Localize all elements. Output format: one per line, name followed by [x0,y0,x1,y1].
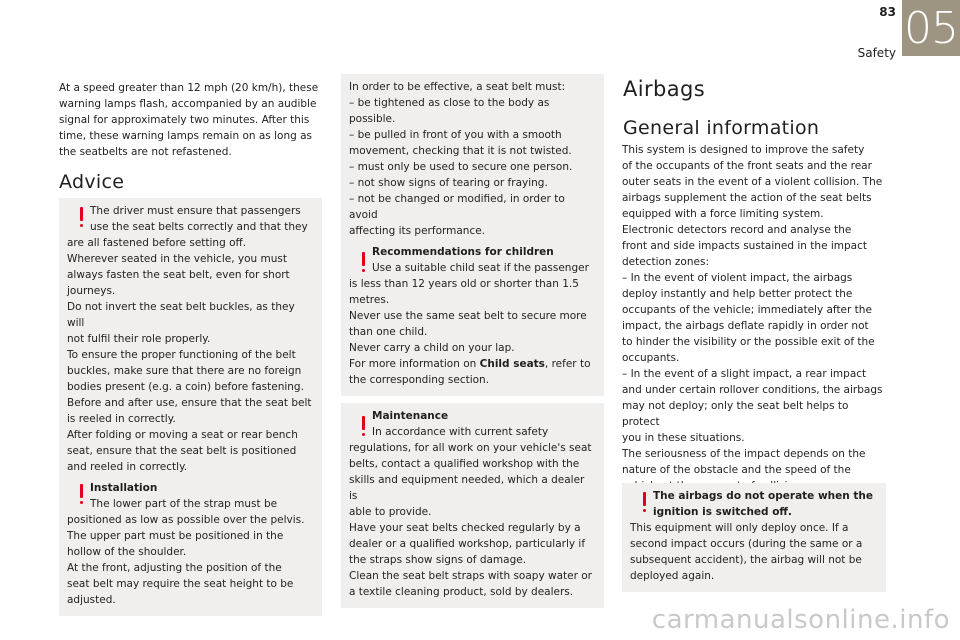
maintenance-box [341,403,604,608]
text-line: buckles, make sure that there are no foreign [67,365,302,377]
text-line: nature of the obstacle and the speed of the [622,464,851,476]
effective-box [341,74,604,247]
text-line: are all fastened before setting off. [67,237,247,249]
text-line: deploy instantly and help better protect the [622,288,853,300]
watermark: carmanualsonline.info [651,605,950,635]
text-line: not fulfil their role properly. [67,333,211,345]
text-line: Have your seat belts checked regularly by a [349,522,581,534]
section-title: Safety [857,46,896,60]
advice-heading: Advice [59,171,125,193]
text-line: In order to be effective, a seat belt must: [349,81,566,93]
text-line: impact, the airbags deflate rapidly in order not [622,320,869,332]
warning-icon [78,484,86,506]
text-line: positioned as low as possible over the pelvis. [67,514,305,526]
text-line: detection zones: [622,256,709,268]
text-line: the corresponding section. [349,374,490,386]
text-line: airbags supplement the action of the seat belts [622,192,872,204]
text-line: deployed again. [630,570,715,582]
text-line: – be tightened as close to the body as [349,97,550,109]
child-seats-link[interactable]: Child seats [479,358,545,370]
text-line: belts, contact a qualified workshop with the [349,458,580,470]
text-line: In accordance with current safety [372,426,549,438]
text-line: Before and after use, ensure that the seat belt [67,397,312,409]
text-line: second impact occurs (during the same or a [630,538,863,550]
text-line: – In the event of a slight impact, a rear impact [622,368,867,380]
text-line: bodies present (e.g. a coin) before fastening. [67,381,304,393]
text-line: signal for approximately two minutes. After this [59,114,310,126]
text-line: – be pulled in front of you with a smooth [349,129,562,141]
text-line: Do not invert the seat belt buckles, as they will [67,301,295,329]
general-info-text [622,142,886,494]
text-line: Use a suitable child seat if the passenger [372,262,589,274]
airbags-heading: Airbags [623,77,706,101]
text-line: may not deploy; only the seat belt helps to protect [622,400,849,428]
text-line: outer seats in the event of a violent collision. The [622,176,883,188]
warning-icon [360,416,368,438]
text-line: – In the event of violent impact, the airbags [622,272,853,284]
text-line: subsequent accident), the airbag will not be [630,554,862,566]
text-line: seat, ensure that the seat belt is positioned [67,445,297,457]
text-line: Clean the seat belt straps with soapy water or [349,570,592,582]
text-line: of the occupants of the front seats and the rear [622,160,872,172]
text-line: a textile cleaning product, sold by dealers. [349,586,574,598]
text-line: Electronic detectors record and analyse the [622,224,852,236]
text-line: seat belt may require the seat height to be [67,578,294,590]
ref-prefix: For more information on [349,358,480,370]
text-line: skills and equipment needed, which a dealer is [349,474,585,502]
text-line: Never carry a child on your lap. [349,342,515,354]
text-line: Never use the same seat belt to secure more [349,310,587,322]
page-number: 83 [879,5,896,19]
text-line: able to provide. [349,506,432,518]
children-title: Recommendations for children [372,246,554,258]
text-line: – must only be used to secure one person. [349,161,573,173]
text-line: and reeled in correctly. [67,461,188,473]
text-line: movement, checking that it is not twisted. [349,145,572,157]
text-line: the seatbelts are not refastened. [59,146,232,158]
text-line: dealer or a qualified workshop, particularly if [349,538,586,550]
text-line: and under certain rollover conditions, the airbags [622,384,883,396]
text-line: the straps show signs of damage. [349,554,527,566]
text-line: This equipment will only deploy once. If a [630,522,849,534]
ref-suffix: , refer to [544,358,591,370]
warning-icon [78,207,86,229]
text-line: to hinder the visibility or the possible exit of the [622,336,875,348]
text-line: front and side impacts sustained in the impact [622,240,867,252]
text-line: occupants. [622,352,680,364]
text-line: The seriousness of the impact depends on the [622,448,866,460]
text-line: affecting its performance. [349,225,486,237]
children-box [341,239,604,396]
maintenance-title: Maintenance [372,410,449,422]
text-line: The driver must ensure that passengers [90,205,301,217]
intro-text [59,80,322,160]
text-line: use the seat belts correctly and that they [90,221,308,233]
text-line [349,356,596,372]
text-line: possible. [349,113,396,125]
text-line: hollow of the shoulder. [67,546,187,558]
text-line: To ensure the proper functioning of the belt [67,349,296,361]
text-line: always fasten the seat belt, even for short [67,269,290,281]
text-line: you in these situations. [622,432,745,444]
text-line: The upper part must be positioned in the [67,530,284,542]
text-line: journeys. [67,285,116,297]
text-line: metres. [349,294,390,306]
text-line: adjusted. [67,594,116,606]
text-line: – not be changed or modified, in order to avoid [349,193,565,221]
advice-box [59,198,322,483]
text-line: This system is designed to improve the safety [622,144,865,156]
text-line: – not show signs of tearing or fraying. [349,177,548,189]
text-line: warning lamps flash, accompanied by an audible [59,98,317,110]
warning-icon [360,252,368,274]
text-line: occupants of the vehicle; immediately after the [622,304,872,316]
text-line: At a speed greater than 12 mph (20 km/h), these [59,82,319,94]
warning-icon [641,492,649,514]
airbag-warning-title: The airbags do not operate when the [653,490,874,502]
text-line: time, these warning lamps remain on as long as [59,130,313,142]
text-line: is less than 12 years old or shorter than 1.5 [349,278,579,290]
installation-title: Installation [90,482,158,494]
installation-box [59,475,322,616]
text-line: After folding or moving a seat or rear bench [67,429,298,441]
text-line: The lower part of the strap must be [90,498,278,510]
text-line: than one child. [349,326,428,338]
text-line: equipped with a force limiting system. [622,208,824,220]
text-line: At the front, adjusting the position of the [67,562,282,574]
airbag-warning-title: ignition is switched off. [653,506,792,518]
text-line: is reeled in correctly. [67,413,176,425]
chapter-tab: 05 [902,0,960,56]
text-line: regulations, for all work on your vehicle's seat [349,442,592,454]
general-info-heading: General information [623,117,820,139]
text-line: Wherever seated in the vehicle, you must [67,253,287,265]
airbag-warning-box [622,483,886,592]
